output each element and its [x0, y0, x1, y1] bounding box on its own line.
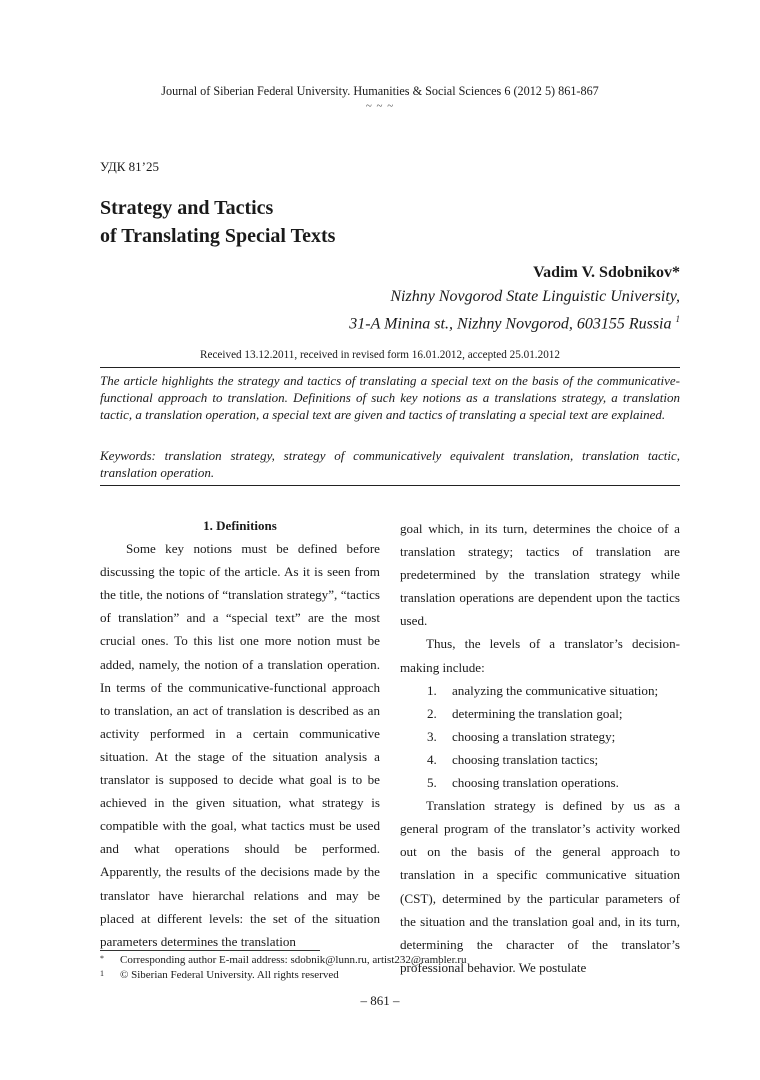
list-number: 2.: [427, 705, 437, 721]
affiliation-line-1: Nizhny Novgorod State Linguistic University,: [390, 288, 680, 305]
affiliation-address: 31-A Minina st., Nizhny Novgorod, 603155 Russia: [349, 315, 672, 333]
footnote-mark: 1: [100, 969, 104, 978]
footnote-2: [100, 968, 467, 983]
list-text: choosing a translation strategy;: [452, 728, 616, 744]
footnote-text: Corresponding author E-mail address: sdobnik@lunn.ru, artist232@rambler.ru: [120, 954, 467, 966]
keywords: Keywords: translation strategy, strategy of communicatively equivalent translation, translation tactic, translation operation.: [100, 448, 680, 481]
received-dates: Received 13.12.2011, received in revised form 16.01.2012, accepted 25.01.2012: [200, 349, 560, 361]
list-number: 4.: [427, 751, 437, 767]
list-number: 3.: [427, 728, 437, 744]
affiliation-mark: 1: [675, 314, 680, 324]
journal-header: Journal of Siberian Federal University. Humanities & Social Sciences 6 (2012 5) 861-867: [161, 84, 599, 98]
right-continuation: goal which, in its turn, determines the choice of a translation strategy; tactics of translation are predetermined by the translation strategy while translation operations are dependent upon the tactics used.: [400, 521, 680, 629]
list-item: [400, 679, 680, 702]
footnotes: [100, 953, 467, 983]
footnote-rule: [100, 950, 320, 951]
title-line-1: Strategy and Tactics: [100, 197, 274, 219]
right-column: [400, 517, 680, 979]
abstract-top-rule: [100, 367, 680, 368]
list-number: 1.: [427, 682, 437, 698]
affiliation-line-2: [349, 308, 680, 335]
author-affiliation: [349, 286, 680, 335]
article-title: [100, 194, 335, 250]
list-item: [400, 748, 680, 771]
abstract: The article highlights the strategy and tactics of translating a special text on the basis of the communicative-functional approach to translation. Definitions of such key notions as a translations strategy, a translation tactic, a translation operation, a special text are given and tactics of translating a special text are explained.: [100, 373, 680, 423]
page-number: – 861 –: [360, 993, 400, 1008]
header-ornament: ~ ~ ~: [365, 100, 395, 112]
list-intro: Thus, the levels of a translator’s decision-making include:: [400, 636, 680, 675]
decision-levels-list: [400, 679, 680, 794]
list-text: determining the translation goal;: [452, 705, 623, 721]
abstract-bottom-rule: [100, 485, 680, 486]
list-text: choosing translation operations.: [452, 775, 619, 791]
section-heading: 1. Definitions: [203, 518, 277, 533]
list-item: [400, 702, 680, 725]
author-name: Vadim V. Sdobnikov*: [533, 264, 680, 281]
left-column: [100, 514, 380, 953]
list-number: 5.: [427, 775, 437, 791]
list-item: [400, 725, 680, 748]
list-text: choosing translation tactics;: [452, 751, 599, 767]
list-text: analyzing the communicative situation;: [452, 682, 659, 698]
footnote-1: [100, 953, 467, 968]
title-line-2: of Translating Special Texts: [100, 225, 336, 247]
udk-code: УДК 81’25: [100, 159, 160, 174]
footnote-mark: *: [100, 954, 104, 963]
footnote-text: © Siberian Federal University. All rights reserved: [120, 969, 339, 981]
left-paragraph: Some key notions must be defined before discussing the topic of the article. As it is seen from the title, the notions of “translation strategy”, “tactics of translation” and a “special text” are the most crucial ones. To this list one more notion must be added, namely, the notion of a translation operation. In terms of the communicative-functional approach to translation, an act of translation is described as an activity performed in a certain communicative situation. At the stage of the situation analysis a translator is supposed to decide what goal is to be achieved in the given situation, what strategy is compatible with the goal, what tactics must be used and what operations should be performed. Apparently, the results of the decisions made by the translator have hierarchal relations and may be placed at different levels: the set of the situation parameters determines the translation: [100, 541, 380, 949]
right-paragraph: Translation strategy is defined by us as a general program of the translator’s activity worked out on the basis of the general approach to translation in a specific communicative situation (CST), determined by the particular parameters of the situation and the translation goal and, in its turn, determining the character of the translator’s professional behavior. We postulate: [400, 798, 680, 975]
list-item: [400, 771, 680, 794]
